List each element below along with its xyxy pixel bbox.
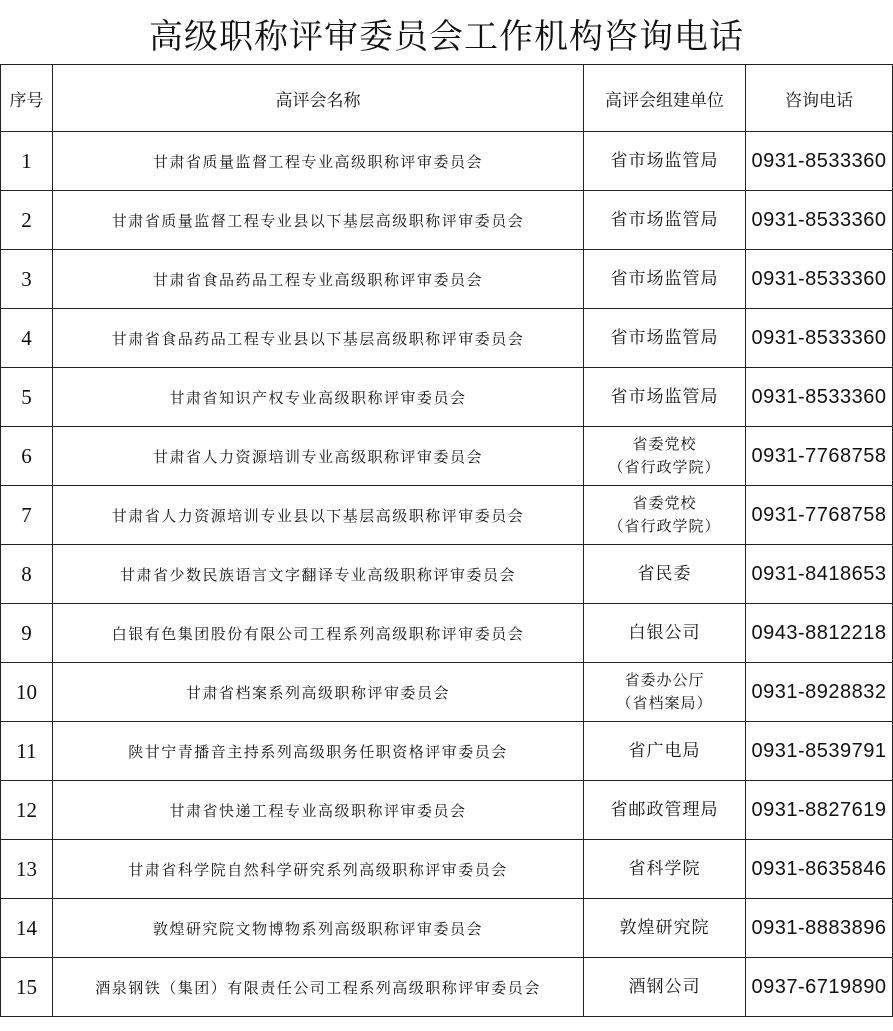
phone-number: 0931-8827619 bbox=[746, 781, 893, 840]
table-row bbox=[1, 486, 893, 545]
organizing-unit bbox=[584, 722, 746, 781]
row-index: 15 bbox=[1, 958, 53, 1017]
row-index: 14 bbox=[1, 899, 53, 958]
committee-name: 甘肃省质量监督工程专业高级职称评审委员会 bbox=[53, 132, 584, 191]
committee-name: 酒泉钢铁（集团）有限责任公司工程系列高级职称评审委员会 bbox=[53, 958, 584, 1017]
organizing-unit-name: 省委党校 bbox=[632, 435, 697, 453]
phone-number: 0931-7768758 bbox=[746, 427, 893, 486]
organizing-unit-alias: （省行政学院） bbox=[608, 458, 721, 476]
organizing-unit bbox=[584, 486, 746, 545]
committee-name: 甘肃省少数民族语言文字翻译专业高级职称评审委员会 bbox=[53, 545, 584, 604]
phone-number: 0943-8812218 bbox=[746, 604, 893, 663]
organizing-unit bbox=[584, 132, 746, 191]
row-index: 13 bbox=[1, 840, 53, 899]
row-index: 1 bbox=[1, 132, 53, 191]
organizing-unit-name: 省市场监管局 bbox=[610, 209, 719, 230]
table-row bbox=[1, 427, 893, 486]
organizing-unit-name: 省民委 bbox=[637, 563, 692, 584]
committee-name: 甘肃省科学院自然科学研究系列高级职称评审委员会 bbox=[53, 840, 584, 899]
row-index: 10 bbox=[1, 663, 53, 722]
phone-number: 0931-7768758 bbox=[746, 486, 893, 545]
table-body bbox=[1, 132, 893, 1017]
organizing-unit-alias: （省档案局） bbox=[616, 694, 713, 712]
contact-table bbox=[0, 64, 893, 1017]
phone-number: 0931-8928832 bbox=[746, 663, 893, 722]
organizing-unit-name: 省委党校 bbox=[632, 494, 697, 512]
committee-name: 甘肃省档案系列高级职称评审委员会 bbox=[53, 663, 584, 722]
table-row bbox=[1, 250, 893, 309]
committee-name: 甘肃省质量监督工程专业县以下基层高级职称评审委员会 bbox=[53, 191, 584, 250]
column-header-org: 高评会组建单位 bbox=[584, 65, 746, 132]
table-row bbox=[1, 368, 893, 427]
organizing-unit-name: 省广电局 bbox=[628, 740, 701, 761]
organizing-unit-name: 省市场监管局 bbox=[610, 268, 719, 289]
phone-number: 0931-8418653 bbox=[746, 545, 893, 604]
row-index: 11 bbox=[1, 722, 53, 781]
phone-number: 0931-8533360 bbox=[746, 132, 893, 191]
organizing-unit bbox=[584, 663, 746, 722]
table-row bbox=[1, 132, 893, 191]
organizing-unit bbox=[584, 191, 746, 250]
row-index: 2 bbox=[1, 191, 53, 250]
committee-name: 白银有色集团股份有限公司工程系列高级职称评审委员会 bbox=[53, 604, 584, 663]
table-row bbox=[1, 545, 893, 604]
column-header-phone: 咨询电话 bbox=[746, 65, 893, 132]
committee-name: 甘肃省人力资源培训专业高级职称评审委员会 bbox=[53, 427, 584, 486]
organizing-unit-name: 省邮政管理局 bbox=[610, 799, 719, 820]
organizing-unit-name: 敦煌研究院 bbox=[619, 917, 710, 938]
organizing-unit bbox=[584, 840, 746, 899]
phone-number: 0937-6719890 bbox=[746, 958, 893, 1017]
organizing-unit bbox=[584, 427, 746, 486]
phone-number: 0931-8635846 bbox=[746, 840, 893, 899]
organizing-unit bbox=[584, 781, 746, 840]
table-row bbox=[1, 309, 893, 368]
organizing-unit-name: 省市场监管局 bbox=[610, 386, 719, 407]
phone-number: 0931-8533360 bbox=[746, 191, 893, 250]
column-header-name: 高评会名称 bbox=[53, 65, 584, 132]
row-index: 12 bbox=[1, 781, 53, 840]
organizing-unit-name: 省科学院 bbox=[628, 858, 701, 879]
committee-name: 甘肃省知识产权专业高级职称评审委员会 bbox=[53, 368, 584, 427]
row-index: 9 bbox=[1, 604, 53, 663]
row-index: 6 bbox=[1, 427, 53, 486]
table-header-row bbox=[1, 65, 893, 132]
row-index: 8 bbox=[1, 545, 53, 604]
committee-name: 甘肃省快递工程专业高级职称评审委员会 bbox=[53, 781, 584, 840]
organizing-unit bbox=[584, 899, 746, 958]
phone-number: 0931-8533360 bbox=[746, 368, 893, 427]
page-title: 高级职称评审委员会工作机构咨询电话 bbox=[149, 16, 744, 57]
table-row bbox=[1, 781, 893, 840]
organizing-unit-name: 白银公司 bbox=[628, 622, 701, 643]
row-index: 7 bbox=[1, 486, 53, 545]
committee-name: 甘肃省食品药品工程专业县以下基层高级职称评审委员会 bbox=[53, 309, 584, 368]
column-header-index: 序号 bbox=[1, 65, 53, 132]
organizing-unit-name: 酒钢公司 bbox=[628, 976, 701, 997]
phone-number: 0931-8883896 bbox=[746, 899, 893, 958]
row-index: 5 bbox=[1, 368, 53, 427]
committee-name: 敦煌研究院文物博物系列高级职称评审委员会 bbox=[53, 899, 584, 958]
organizing-unit-name: 省委办公厅 bbox=[624, 671, 705, 689]
phone-number: 0931-8533360 bbox=[746, 250, 893, 309]
organizing-unit bbox=[584, 368, 746, 427]
table-row bbox=[1, 663, 893, 722]
committee-name: 陕甘宁青播音主持系列高级职务任职资格评审委员会 bbox=[53, 722, 584, 781]
table-row bbox=[1, 899, 893, 958]
organizing-unit-name: 省市场监管局 bbox=[610, 327, 719, 348]
phone-number: 0931-8533360 bbox=[746, 309, 893, 368]
organizing-unit-name: 省市场监管局 bbox=[610, 150, 719, 171]
table-row bbox=[1, 722, 893, 781]
organizing-unit bbox=[584, 604, 746, 663]
organizing-unit bbox=[584, 545, 746, 604]
committee-name: 甘肃省人力资源培训专业县以下基层高级职称评审委员会 bbox=[53, 486, 584, 545]
committee-name: 甘肃省食品药品工程专业高级职称评审委员会 bbox=[53, 250, 584, 309]
organizing-unit bbox=[584, 309, 746, 368]
row-index: 3 bbox=[1, 250, 53, 309]
table-row bbox=[1, 958, 893, 1017]
organizing-unit bbox=[584, 958, 746, 1017]
row-index: 4 bbox=[1, 309, 53, 368]
table-row bbox=[1, 840, 893, 899]
phone-number: 0931-8539791 bbox=[746, 722, 893, 781]
table-row bbox=[1, 191, 893, 250]
organizing-unit bbox=[584, 250, 746, 309]
organizing-unit-alias: （省行政学院） bbox=[608, 517, 721, 535]
table-row bbox=[1, 604, 893, 663]
